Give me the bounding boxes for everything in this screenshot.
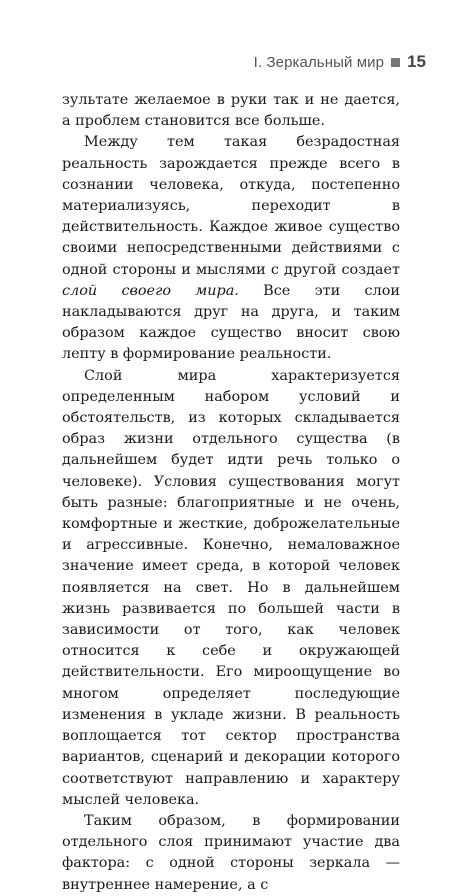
- paragraph-2-text-start: Между тем такая безрадостная реальность зарождается прежде всего в сознании человека, откуда, постепенно материализуясь, переходит в действительность. Каждое живое существо своими непосредственными действиями с одной стороны и мыслями с другой создает: [62, 134, 400, 278]
- paragraph-3: Слой мира характеризуется определенным набором условий и обстоятельств, из которых складывается образ жизни отдельного существа (в дальнейшем будет идти речь только о человеке). Условия существования могут быть разные: благоприятные и не очень, комфортные и жесткие, доброжелательные и агрессивные. Конечно, немаловажное значение имеет среда, в которой человек появляется на свет. Но в дальнейшем жизнь развивается по большей части в зависимости от того, как человек относится к себе и окружающей действительности. Его мироощущение во многом определяет последующие изменения в укладе жизни. В реальность воплощается тот сектор пространства вариантов, сценарий и декорации которого соответствуют направлению и характеру мыслей человека.: [62, 367, 400, 808]
- paragraph-2-text-end: . Все эти слои накладываются друг на друга, и таким образом каждое существо вносит свою лепту в формирование реальности.: [62, 282, 400, 363]
- page-number: 15: [407, 52, 426, 71]
- italic-term: слой своего мира: [62, 282, 235, 299]
- paragraph-1: зультате желаемое в руки так и не дается, а проблем становится все больше.: [62, 92, 400, 130]
- paragraph-2: [62, 132, 400, 365]
- running-title: I. Зеркальный мир: [253, 53, 385, 71]
- square-bullet-icon: [391, 58, 400, 67]
- paragraph-4: Таким образом, в формировании отдельного слоя принимают участие два фактора: с одной стороны зеркала — внутреннее намерение, а с: [62, 812, 400, 893]
- running-head: [254, 52, 426, 72]
- body-text: [62, 90, 400, 896]
